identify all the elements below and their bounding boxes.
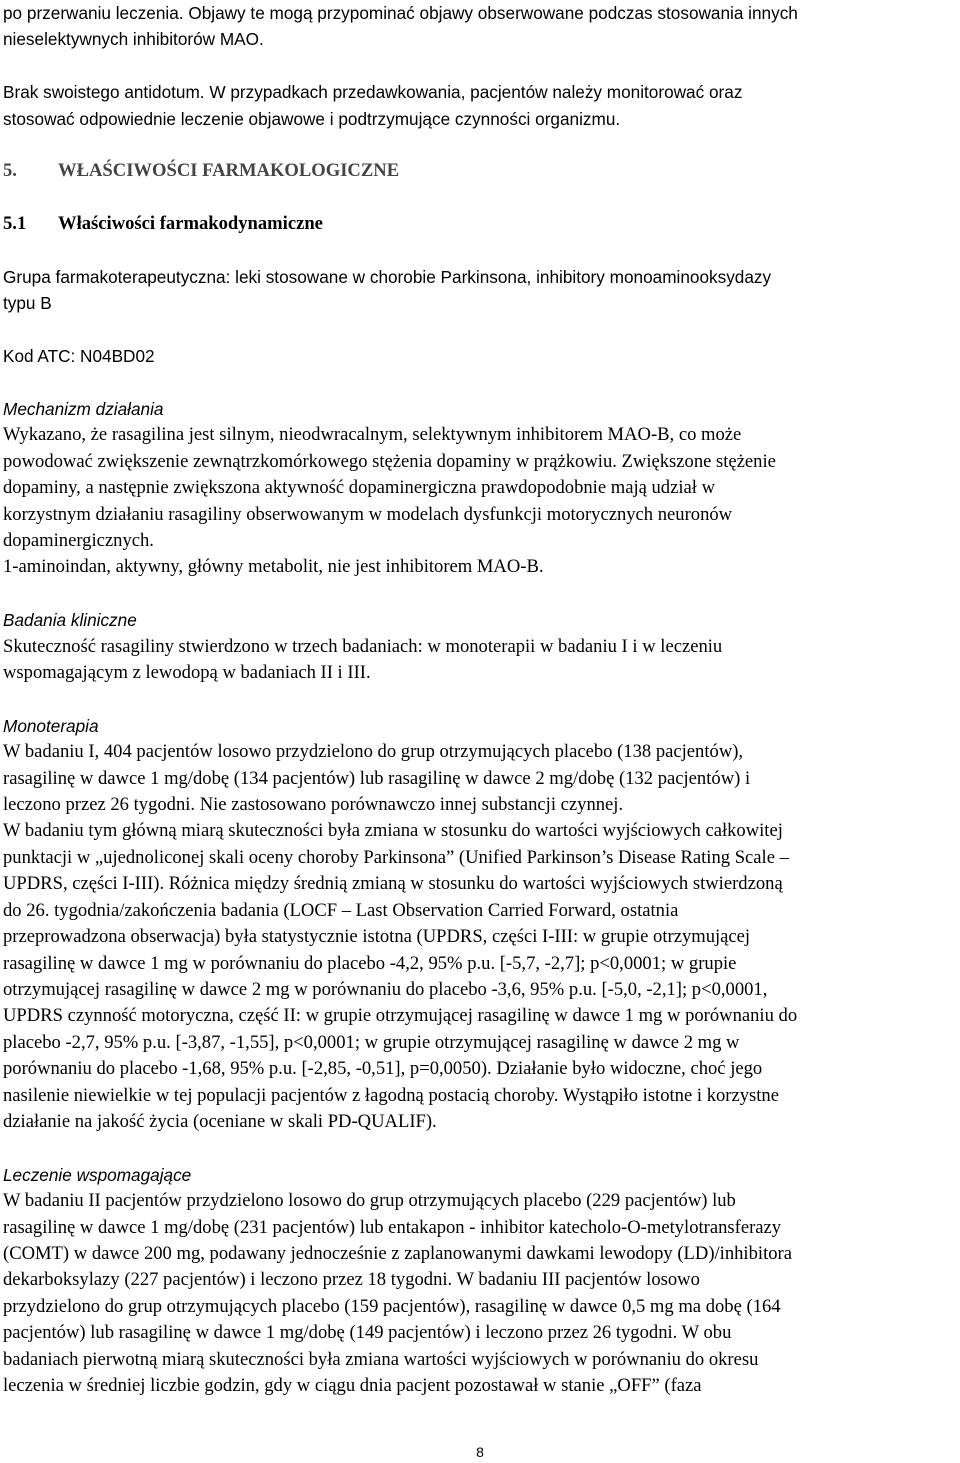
section-5-1-title: Właściwości farmakodynamiczne: [58, 213, 323, 235]
monotherapy-line: nasilenie niewielkie w tej populacji pacjentów z łagodną postacią choroby. Wystąpiło istotne i korzystne: [3, 1084, 779, 1106]
section-5-number: 5.: [3, 160, 17, 182]
mechanism-line: Wykazano, że rasagilina jest silnym, nieodwracalnym, selektywnym inhibitorem MAO-B, co może: [3, 424, 742, 446]
monotherapy-line: UPDRS czynność motoryczna, część II: w grupie otrzymującej rasagilinę w dawce 1 mg w porównaniu do: [3, 1005, 798, 1027]
intro-line: nieselektywnych inhibitorów MAO.: [3, 29, 264, 50]
monotherapy-line: leczono przez 26 tygodni. Nie zastosowano porównawczo innej substancji czynnej.: [3, 794, 624, 816]
monotherapy-line: do 26. tygodnia/zakończenia badania (LOCF – Last Observation Carried Forward, ostatnia: [3, 899, 679, 921]
monotherapy-line: otrzymującej rasagilinę w dawce 2 mg w porównaniu do placebo -3,6, 95% p.u. [-5,0, -2,1]; p<0,0001,: [3, 978, 768, 1000]
overdose-line: stosować odpowiednie leczenie objawowe i podtrzymujące czynności organizmu.: [3, 108, 621, 129]
monotherapy-line: porównaniu do placebo -1,68, 95% p.u. [-2,85, -0,51], p=0,0050). Działanie było widoczne, choć jego: [3, 1058, 763, 1080]
monotherapy-heading: Monoterapia: [3, 715, 99, 736]
document-page: [3, 0, 957, 1399]
adjunct-line: W badaniu II pacjentów przydzielono losowo do grup otrzymujących placebo (229 pacjentów) lub: [3, 1190, 736, 1212]
monotherapy-line: W badaniu I, 404 pacjentów losowo przydzielono do grup otrzymujących placebo (138 pacjentów),: [3, 741, 744, 763]
monotherapy-line: rasagilinę w dawce 1 mg w porównaniu do placebo -4,2, 95% p.u. [-5,7, -2,7]; p<0,0001; w grupie: [3, 952, 737, 974]
pharmacotherapeutic-group: [3, 264, 957, 317]
mechanism-line: dopaminy, a następnie zwiększona aktywność dopaminergiczna prawdopodobnie mają udział w: [3, 477, 716, 499]
adjunct-line: przydzielono do grup otrzymujących placebo (159 pacjentów), rasagilinę w dawce 0,5 mg ma dobę (164: [3, 1295, 781, 1317]
adjunct-line: (COMT) w dawce 200 mg, podawany jednocześnie z zaplanowanymi dawkami lewodopy (LD)/inhibitora: [3, 1242, 792, 1264]
monotherapy-line: działanie na jakość życia (oceniane w skali PD-QUALIF).: [3, 1110, 437, 1132]
mechanism-line: 1-aminoindan, aktywny, główny metabolit, nie jest inhibitorem MAO-B.: [3, 556, 544, 578]
clinical-trials-line: wspomagającym z lewodopą w badaniach II i III.: [3, 662, 371, 684]
monotherapy-section: [3, 713, 957, 1136]
clinical-trials-heading: Badania kliniczne: [3, 610, 137, 631]
section-5-1-heading: [3, 211, 957, 237]
intro-paragraph: [3, 0, 957, 53]
clinical-trials-section: [3, 607, 957, 686]
adjunct-line: leczenia w średniej liczbie godzin, gdy w ciągu dnia pacjent pozostawał w stanie „OFF” (faza: [3, 1374, 702, 1396]
monotherapy-line: UPDRS, części I-III). Różnica między średnią zmianą w stosunku do wartości wyjściowych stwierdzoną: [3, 873, 783, 895]
adjunct-line: badaniach pierwotną miarą skuteczności była zmiana wartości wyjściowych w porównaniu do okresu: [3, 1348, 759, 1370]
mechanism-section: [3, 396, 957, 581]
section-5-heading: [3, 158, 957, 184]
mechanism-line: powodować zwiększenie zewnątrzkomórkowego stężenia dopaminy w prążkowiu. Zwiększone stężenie: [3, 450, 776, 472]
adjunct-line: rasagilinę w dawce 1 mg/dobę (231 pacjentów) lub entakapon - inhibitor katecholo-O-metylotransferazy: [3, 1216, 782, 1238]
mechanism-line: dopaminergicznych.: [3, 530, 154, 552]
mechanism-heading: Mechanizm działania: [3, 399, 164, 419]
overdose-line: Brak swoistego antidotum. W przypadkach przedawkowania, pacjentów należy monitorować oraz: [3, 82, 743, 103]
overdose-paragraph: [3, 79, 957, 132]
group-line: Grupa farmakoterapeutyczna: leki stosowane w chorobie Parkinsona, inhibitory monoaminooksydazy: [3, 267, 772, 287]
monotherapy-line: punktacji w „ujednoliconej skali oceny choroby Parkinsona” (Unified Parkinson’s Disease Rating Scale –: [3, 846, 789, 868]
adjunct-line: dekarboksylazy (227 pacjentów) i leczono przez 18 tygodni. W badaniu III pacjentów losowo: [3, 1269, 700, 1291]
page-number: 8: [476, 1444, 484, 1460]
adjunct-section: [3, 1162, 957, 1400]
mechanism-line: korzystnym działaniu rasagiliny obserwowanym w modelach dysfunkcji motorycznych neuronów: [3, 503, 733, 525]
intro-line: po przerwaniu leczenia. Objawy te mogą przypominać objawy obserwowane podczas stosowania innych: [3, 3, 798, 23]
monotherapy-line: przeprowadzona obserwacja) była statystycznie istotna (UPDRS, części I-III: w grupie otrzymującej: [3, 926, 751, 948]
group-line: typu B: [3, 293, 52, 314]
adjunct-line: pacjentów) lub rasagilinę w dawce 1 mg/dobę (149 pacjentów) i leczono przez 26 tygodni. W obu: [3, 1322, 732, 1344]
monotherapy-line: rasagilinę w dawce 1 mg/dobę (134 pacjentów) lub rasagilinę w dawce 2 mg/dobę (132 pacjentów) i: [3, 767, 751, 789]
section-5-title: WŁAŚCIWOŚCI FARMAKOLOGICZNE: [58, 160, 400, 182]
monotherapy-line: W badaniu tym główną miarą skuteczności była zmiana w stosunku do wartości wyjściowych całkowitej: [3, 820, 783, 842]
atc-code: Kod ATC: N04BD02: [3, 346, 155, 367]
adjunct-heading: Leczenie wspomagające: [3, 1164, 192, 1185]
clinical-trials-line: Skuteczność rasagiliny stwierdzono w trzech badaniach: w monoterapii w badaniu I i w leczeniu: [3, 635, 723, 657]
section-5-1-number: 5.1: [3, 213, 27, 235]
monotherapy-line: placebo -2,7, 95% p.u. [-3,87, -1,55], p<0,0001; w grupie otrzymującej rasagilinę w dawce 2 mg w: [3, 1031, 740, 1053]
